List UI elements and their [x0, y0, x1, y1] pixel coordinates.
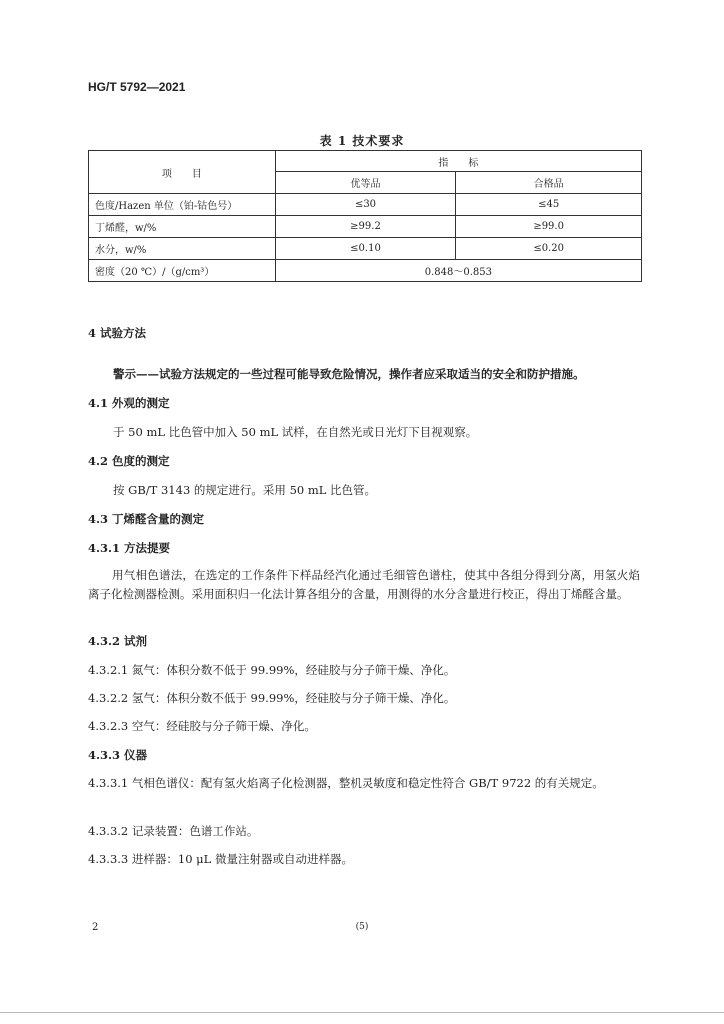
section-4-3-3-heading: 4.3.3 仪器	[88, 748, 148, 762]
section-4-3-2-3: 4.3.2.3 空气：经硅胶与分子筛干燥、净化。	[88, 719, 316, 733]
section-4-3-3-2: 4.3.3.2 记录装置：色谱工作站。	[88, 824, 259, 838]
table-title: 表 1 技术要求	[319, 134, 405, 148]
warning-text: 警示——试验方法规定的一些过程可能导致危险情况，操作者应采取适当的安全和防护措施。	[113, 367, 585, 381]
section-4-1-body: 于 50 mL 比色管中加入 50 mL 试样，在自然光或日光灯下目视观察。	[113, 425, 478, 439]
page-reference: (5)	[355, 922, 369, 932]
section-4-3-2-1: 4.3.2.1 氮气：体积分数不低于 99.99%，经硅胶与分子筛干燥、净化。	[88, 663, 456, 677]
table-row	[89, 238, 642, 260]
section-4-2-heading: 4.2 色度的测定	[88, 454, 170, 468]
cell-excellent: ≤0.10	[275, 238, 456, 260]
section-4-3-3-3: 4.3.3.3 进样器：10 μL 微量注射器或自动进样器。	[88, 852, 353, 866]
header-excellent: 优等品	[275, 172, 456, 194]
table-row	[89, 216, 642, 238]
cell-qualified: ≥99.0	[456, 216, 642, 238]
table-row	[89, 260, 642, 282]
section-4-2-body: 按 GB/T 3143 的规定进行。采用 50 mL 比色管。	[113, 483, 377, 497]
header-qualified: 合格品	[456, 172, 642, 194]
standard-code: HG/T 5792—2021	[88, 80, 186, 94]
section-4-1-heading: 4.1 外观的测定	[88, 396, 170, 410]
section-4-3-3-1: 4.3.3.1 气相色谱仪：配有氢火焰离子化检测器，整机灵敏度和稳定性符合 GB/T 9722 的有关规定。	[88, 776, 604, 790]
specification-table	[88, 150, 642, 282]
cell-qualified: ≤0.20	[456, 238, 642, 260]
section-4-3-1-heading: 4.3.1 方法提要	[88, 541, 171, 555]
cell-item: 色度/Hazen 单位（铂-钴色号）	[89, 194, 276, 216]
cell-excellent: ≥99.2	[275, 216, 456, 238]
section-4-heading: 4 试验方法	[88, 326, 147, 340]
cell-item: 密度（20 ℃）/（g/cm³）	[89, 260, 276, 282]
section-4-3-2-2: 4.3.2.2 氢气：体积分数不低于 99.99%，经硅胶与分子筛干燥、净化。	[88, 691, 456, 705]
page-number: 2	[92, 922, 99, 933]
table-row	[89, 194, 642, 216]
cell-merged-value: 0.848～0.853	[275, 260, 641, 282]
section-4-3-1-body: 用气相色谱法，在选定的工作条件下样品经汽化通过毛细管色谱柱，使其中各组分得到分离，用氢火焰离子化检测器检测。采用面积归一化法计算各组分的含量，用测得的水分含量进行校正，得出丁烯醛含量。	[88, 568, 640, 601]
section-4-3-2-heading: 4.3.2 试剂	[88, 634, 148, 648]
header-item: 项 目	[89, 151, 276, 194]
cell-item: 水分，w/%	[89, 238, 276, 260]
header-index: 指 标	[275, 151, 641, 172]
cell-item: 丁烯醛，w/%	[89, 216, 276, 238]
table-header-row	[89, 151, 642, 172]
section-4-3-heading: 4.3 丁烯醛含量的测定	[88, 512, 205, 526]
cell-qualified: ≤45	[456, 194, 642, 216]
bottom-rule	[0, 1012, 724, 1013]
cell-excellent: ≤30	[275, 194, 456, 216]
